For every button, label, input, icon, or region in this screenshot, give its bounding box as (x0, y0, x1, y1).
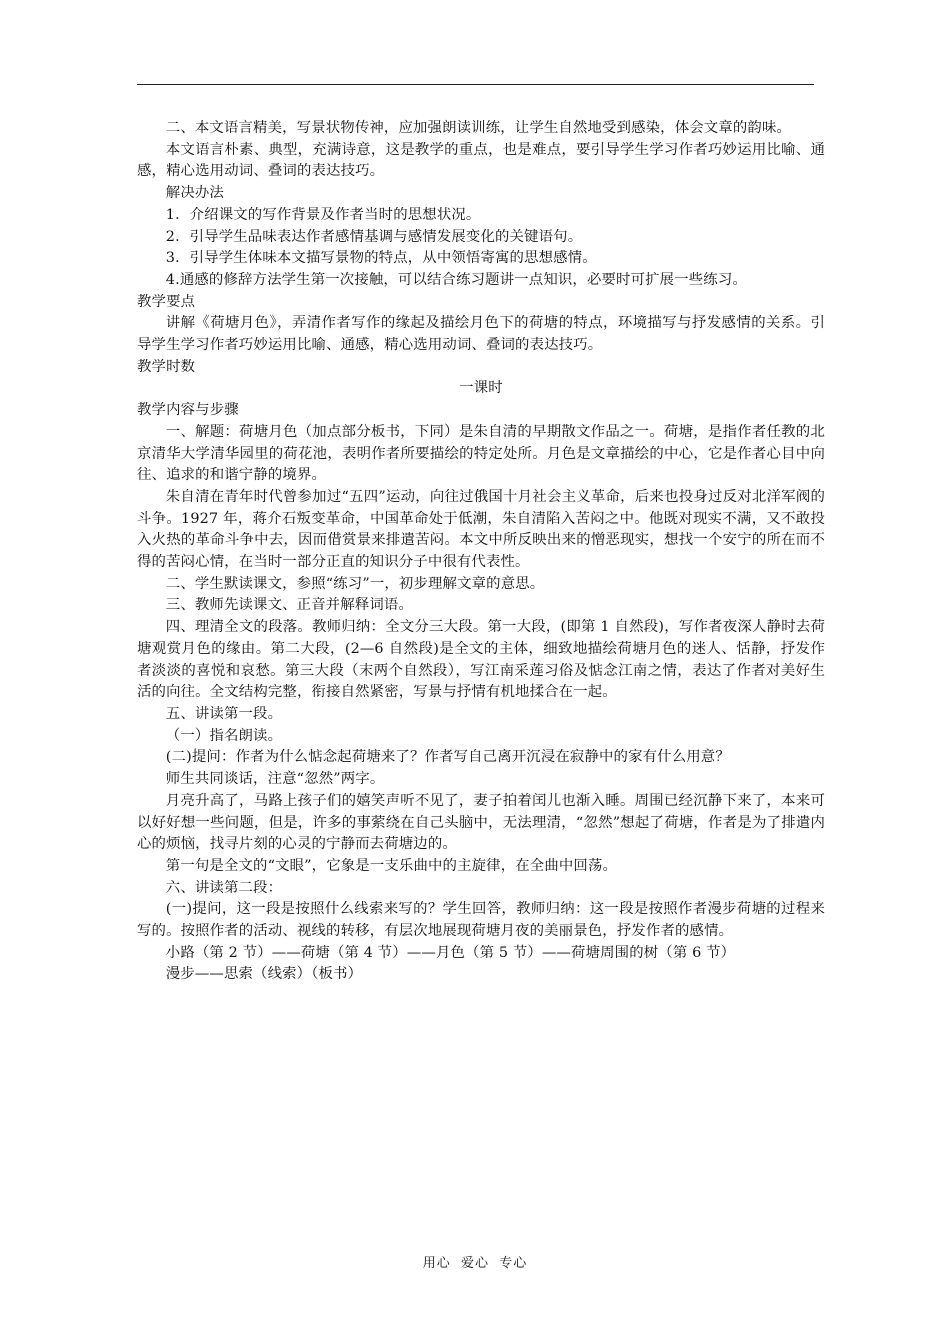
paragraph: (二)提问：作者为什么惦念起荷塘来了？作者写自己离开沉浸在寂静中的家有什么用意？ (165, 749, 730, 766)
paragraph: 三、教师先读课文、正音并解释词语。 (165, 597, 413, 614)
list-item: 1．介绍课文的写作背景及作者当时的思想状况。 (165, 206, 481, 223)
list-item: 2．引导学生品味表达作者感情基调与感情发展变化的关键语句。 (165, 228, 583, 245)
section-heading: 教学内容与步骤 (137, 402, 239, 419)
paragraph: 第一句是全文的“文眼”，它象是一支乐曲中的主旋律，在全曲中回荡。 (165, 857, 618, 874)
paragraph: 六、讲读第二段： (165, 879, 283, 896)
paragraph: 师生共同谈话，注意“忽然”两字。 (165, 771, 385, 788)
paragraph: 月亮升高了，马路上孩子们的嬉笑声听不见了，妻子拍着闰儿也渐入睡。周围已经沉静下来了，本来可以好好想一些问题，但是，许多的事萦绕在自己头脑中，无法理清，“忽然”想起了荷塘，作者是为了排遣内心的烦恼，找寻片刻的心灵的宁静而去荷塘边的。 (137, 792, 825, 853)
section-label: 解决办法 (165, 185, 224, 202)
paragraph: （一）指名朗读。 (165, 727, 283, 744)
paragraph: 本文语言朴素、典型，充满诗意，这是教学的重点，也是难点，要引导学生学习作者巧妙运用比喻、通感，精心选用动词、叠词的表达技巧。 (137, 141, 825, 180)
paragraph: 二、本文语言精美，写景状物传神，应加强朗读训练，让学生自然地受到感染，体会文章的韵味。 (165, 120, 792, 136)
paragraph: 五、讲读第一段。 (165, 705, 283, 722)
document-body (137, 118, 825, 986)
page-footer: 用心 爱心 专心 (422, 1256, 528, 1271)
paragraph: 朱自清在青年时代曾参加过“五四”运动，向往过俄国十月社会主义革命，后来也投身过反对北洋军阀的斗争。1927 年，蒋介石叛变革命，中国革命处于低潮，朱自清陷入苦闷之中。他既对现实不满，又不敢投入火热的革命斗争中去，因而借赏景来排遣苦闷。本文中所反映出来的憎恶现实，想找一个安宁的所在而不得的苦闷心情，在当时一部分正直的知识分子中很有代表性。 (137, 488, 825, 571)
centered-note: 一课时 (459, 380, 503, 397)
paragraph: (一)提问，这一段是按照什么线索来写的？学生回答，教师归纳：这一段是按照作者漫步荷塘的过程来写的。按照作者的活动、视线的转移，有层次地展现荷塘月夜的美丽景色，抒发作者的感情。 (137, 901, 825, 940)
paragraph: 二、学生默读课文，参照“练习”一，初步理解文章的意思。 (165, 575, 545, 592)
list-item: 4.通感的修辞方法学生第一次接触，可以结合练习题讲一点知识，必要时可扩展一些练习。 (165, 271, 747, 288)
paragraph: 小路（第 2 节）——荷塘（第 4 节）——月色（第 5 节）——荷塘周围的树（第 6 节） (165, 944, 736, 961)
paragraph: 漫步——思索（线索）（板书） (165, 966, 363, 983)
paragraph: 一、解题：荷塘月色（加点部分板书，下同）是朱自清的早期散文作品之一。荷塘，是指作者任教的北京清华大学清华园里的荷花池，表明作者所要描绘的特定处所。月色是文章描绘的中心，它是作者心目中向往、追求的和谐宁静的境界。 (137, 423, 825, 484)
header-rule (137, 84, 814, 85)
paragraph: 讲解《荷塘月色》，弄清作者写作的缘起及描绘月色下的荷塘的特点，环境描写与抒发感情的关系。引导学生学习作者巧妙运用比喻、通感，精心选用动词、叠词的表达技巧。 (137, 315, 825, 354)
section-heading: 教学时数 (137, 358, 196, 375)
section-heading: 教学要点 (137, 293, 196, 310)
list-item: 3．引导学生体味本文描写景物的特点，从中领悟寄寓的思想感情。 (165, 250, 597, 267)
paragraph: 四、理清全文的段落。教师归纳：全文分三大段。第一大段，(即第 1 自然段)，写作者夜深人静时去荷塘观赏月色的缘由。第二大段，(2—6 自然段)是全文的主体，细致地描绘荷塘月色的迷人、恬静，抒发作者淡淡的喜悦和哀愁。第三大段（末两个自然段），写江南采莲习俗及惦念江南之情，表达了作者对美好生活的向往。全文结构完整，衔接自然紧密，写景与抒情有机地揉合在一起。 (137, 619, 825, 701)
